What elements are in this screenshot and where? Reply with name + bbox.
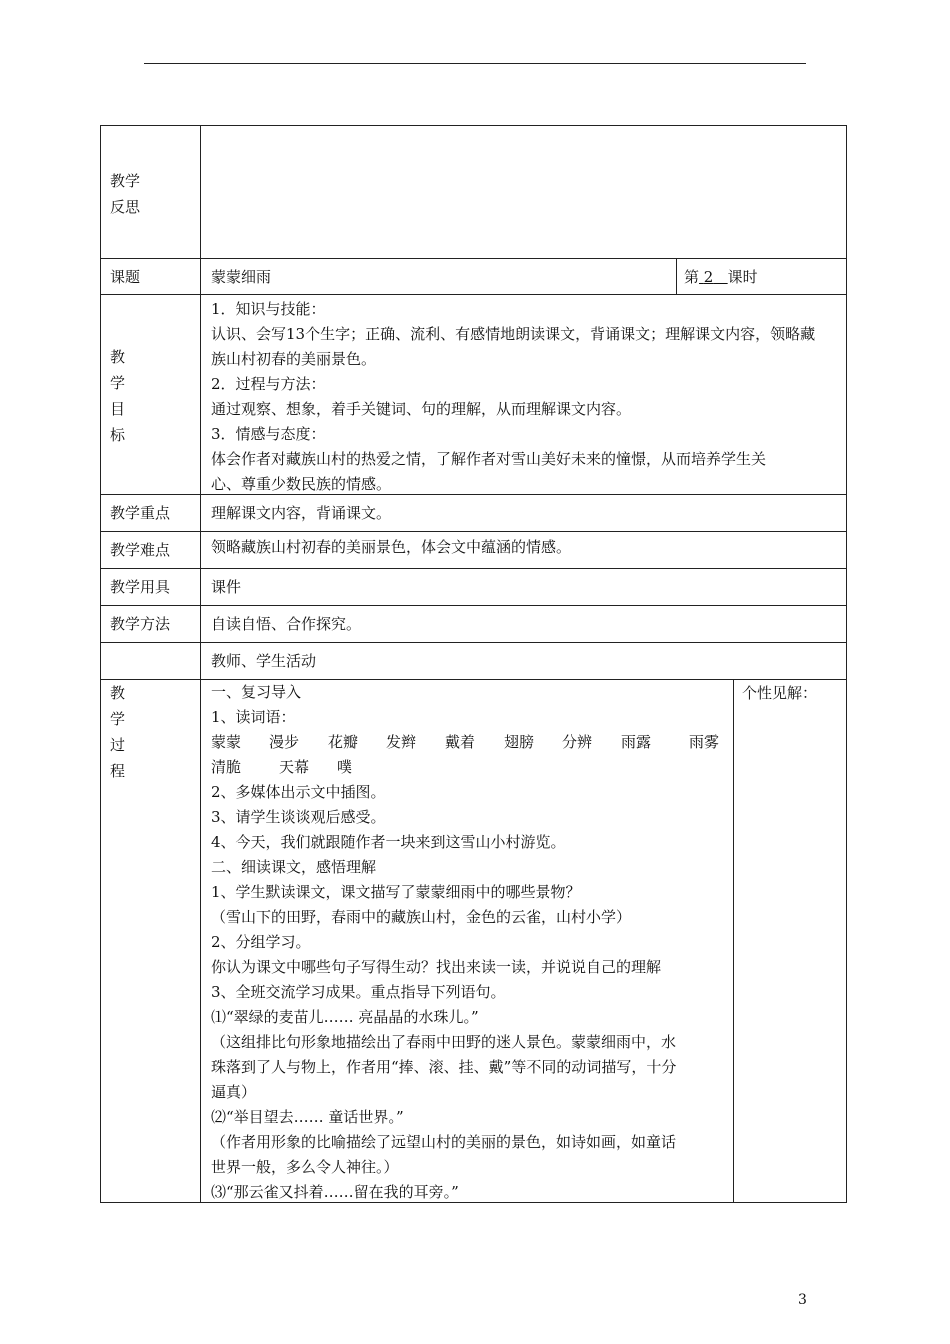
process-line: （作者用形象的比喻描绘了远望山村的美丽的景色，如诗如画，如童话 — [211, 1133, 677, 1151]
label-char: 教 — [110, 348, 126, 366]
vocab-word: 翅膀 — [504, 733, 535, 751]
objective-line: 族山村初春的美丽景色。 — [211, 350, 377, 368]
lesson-count — [684, 264, 758, 290]
process-content-continued — [211, 780, 676, 1205]
label-char: 过 — [110, 736, 126, 754]
row-divider — [100, 531, 847, 532]
vocab-word: 天幕 — [279, 758, 310, 776]
process-line: 3、请学生谈谈观后感受。 — [211, 808, 386, 826]
process-line: ⑴“翠绿的麦苗儿…… 亮晶晶的水珠儿。” — [211, 1008, 479, 1026]
process-line: 二、细读课文，感悟理解 — [211, 858, 377, 876]
objective-line: 1．知识与技能： — [211, 300, 326, 318]
lesson-number-value: 2 — [703, 268, 714, 286]
vocab-word: 分辨 — [562, 733, 593, 751]
label-char: 学 — [110, 374, 126, 392]
row-divider — [100, 605, 847, 606]
row-divider — [100, 568, 847, 569]
lesson-prefix: 第 — [684, 268, 700, 286]
vocab-word: 噗 — [337, 758, 353, 776]
vocab-word: 雨露 — [621, 733, 652, 751]
process-line: 1、学生默读课文，课文描写了蒙蒙细雨中的哪些景物？ — [211, 883, 581, 901]
topic-title: 蒙蒙细雨 — [211, 268, 272, 286]
page-number: 3 — [798, 1292, 807, 1308]
objective-line: 认识、会写13个生字；正确、流利、有感情地朗读课文，背诵课文；理解课文内容，领略藏 — [211, 325, 816, 343]
vocab-word: 发辫 — [386, 733, 417, 751]
process-line: 2、分组学习。 — [211, 933, 311, 951]
vocab-word: 雨雾 — [689, 733, 720, 751]
column-divider — [733, 679, 734, 1203]
objectives-content — [211, 297, 815, 497]
objective-line: 3．情感与态度： — [211, 425, 326, 443]
vocab-word: 花瓣 — [328, 733, 359, 751]
difficulties-label: 教学难点 — [110, 541, 171, 559]
vocab-word: 漫步 — [269, 733, 300, 751]
header-rule — [144, 63, 806, 64]
personal-notes-label: 个性见解： — [742, 684, 818, 702]
lesson-number — [699, 268, 728, 286]
process-line: 逼真） — [211, 1083, 257, 1101]
process-line: ⑶“那云雀又抖着……留在我的耳旁。” — [211, 1183, 459, 1201]
label-line: 反思 — [110, 198, 141, 216]
tools-label: 教学用具 — [110, 578, 171, 596]
process-line: （这组排比句形象地描绘出了春雨中田野的迷人景色。蒙蒙细雨中，水 — [211, 1033, 677, 1051]
objective-line: 2．过程与方法： — [211, 375, 326, 393]
objective-line: 体会作者对藏族山村的热爱之情，了解作者对雪山美好未来的憧憬，从而培养学生关 — [211, 450, 767, 468]
process-line: 你认为课文中哪些句子写得生动？找出来读一读，并说说自己的理解 — [211, 958, 662, 976]
process-line: 世界一般，多么令人神往。） — [211, 1158, 399, 1176]
methods-label: 教学方法 — [110, 615, 171, 633]
label-char: 学 — [110, 710, 126, 728]
vocab-word: 清脆 — [211, 758, 242, 776]
row-divider — [100, 258, 847, 259]
label-char: 标 — [110, 426, 126, 444]
objective-line: 心、尊重少数民族的情感。 — [211, 475, 392, 493]
label-char: 程 — [110, 762, 126, 780]
reflection-label — [110, 168, 140, 220]
key-points-value: 理解课文内容，背诵课文。 — [211, 504, 392, 522]
key-points-label: 教学重点 — [110, 504, 171, 522]
label-char: 目 — [110, 400, 126, 418]
vocab-word: 戴着 — [445, 733, 476, 751]
tools-value: 课件 — [211, 578, 242, 596]
column-divider — [200, 125, 201, 1203]
row-divider — [100, 642, 847, 643]
process-line: 2、多媒体出示文中插图。 — [211, 783, 386, 801]
topic-label: 课题 — [110, 268, 141, 286]
process-line: ⑵“举目望去…… 童话世界。” — [211, 1108, 404, 1126]
process-line: 4、今天，我们就跟随作者一块来到这雪山小村游览。 — [211, 833, 566, 851]
process-content — [211, 680, 301, 730]
process-line: 一、复习导入 — [211, 683, 302, 701]
process-line: 3、全班交流学习成果。重点指导下列语句。 — [211, 983, 506, 1001]
activities-header: 教师、学生活动 — [211, 652, 317, 670]
label-char: 教 — [110, 684, 126, 702]
methods-value: 自读自悟、合作探究。 — [211, 615, 362, 633]
objectives-label — [110, 344, 125, 448]
process-line: 1、读词语： — [211, 708, 296, 726]
process-line: 珠落到了人与物上，作者用“捧、滚、挂、戴”等不同的动词描写，十分 — [211, 1058, 677, 1076]
process-label — [110, 680, 125, 784]
difficulties-value: 领略藏族山村初春的美丽景色，体会文中蕴涵的情感。 — [211, 538, 572, 556]
column-divider — [676, 258, 677, 294]
lesson-suffix: 课时 — [727, 268, 758, 286]
objective-line: 通过观察、想象，着手关键词、句的理解，从而理解课文内容。 — [211, 400, 632, 418]
process-line: （雪山下的田野，春雨中的藏族山村，金色的云雀，山村小学） — [211, 908, 632, 926]
row-divider — [100, 294, 847, 295]
vocab-word: 蒙蒙 — [211, 733, 242, 751]
label-line: 教学 — [110, 172, 141, 190]
